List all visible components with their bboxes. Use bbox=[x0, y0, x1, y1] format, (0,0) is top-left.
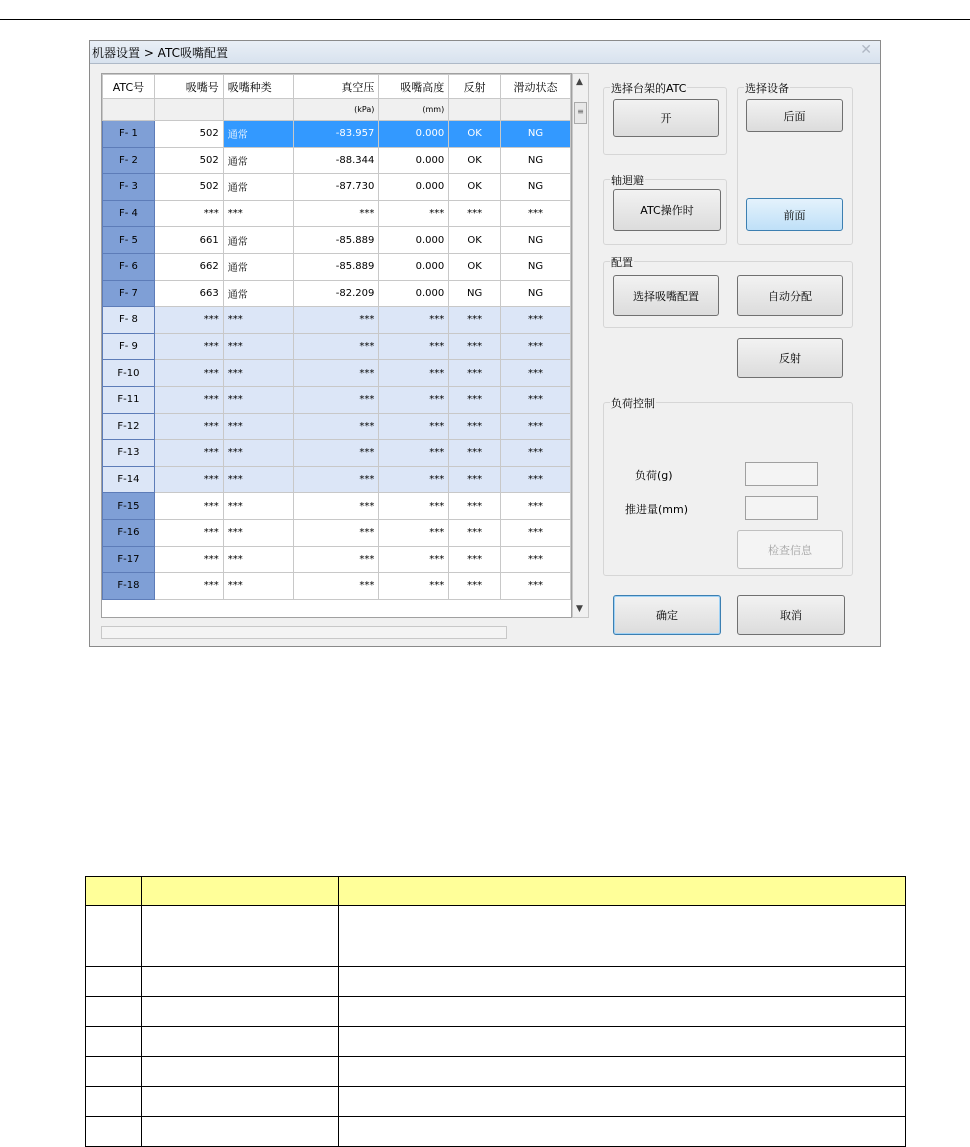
scroll-up-arrow-icon[interactable]: ▲ bbox=[576, 77, 583, 87]
atc-cell[interactable]: F-13 bbox=[103, 440, 155, 467]
slide-cell[interactable]: *** bbox=[501, 307, 571, 334]
reflect-cell[interactable]: *** bbox=[449, 386, 501, 413]
height-cell[interactable]: *** bbox=[379, 573, 449, 600]
blank-cell bbox=[86, 967, 142, 997]
slide-cell[interactable]: NG bbox=[501, 174, 571, 201]
blank-cell bbox=[339, 1027, 906, 1057]
table-row[interactable] bbox=[103, 280, 571, 307]
table-row[interactable] bbox=[103, 493, 571, 520]
ok-button[interactable]: 确定 bbox=[613, 595, 721, 635]
nozzle-no-cell[interactable]: *** bbox=[154, 466, 223, 493]
table-row[interactable] bbox=[103, 307, 571, 334]
col-header-vacuum[interactable]: 真空压 bbox=[293, 75, 379, 99]
atc-nozzle-config-dialog bbox=[89, 40, 881, 647]
nozzle-no-cell[interactable]: *** bbox=[154, 386, 223, 413]
unit-vacuum: (kPa) bbox=[293, 99, 379, 121]
nozzle-type-cell[interactable]: 通常 bbox=[223, 253, 293, 280]
blank-cell bbox=[339, 967, 906, 997]
col-header-atc[interactable]: ATC号 bbox=[103, 75, 155, 99]
nozzle-no-cell[interactable]: *** bbox=[154, 573, 223, 600]
vacuum-cell[interactable]: *** bbox=[293, 466, 379, 493]
height-cell[interactable]: 0.000 bbox=[379, 280, 449, 307]
reflect-cell[interactable]: *** bbox=[449, 360, 501, 387]
table-row[interactable] bbox=[103, 573, 571, 600]
vacuum-cell[interactable]: *** bbox=[293, 573, 379, 600]
page-top-rule bbox=[0, 19, 970, 20]
unit-cell bbox=[103, 99, 155, 121]
blank-cell bbox=[86, 997, 142, 1027]
nozzle-no-cell[interactable]: 663 bbox=[154, 280, 223, 307]
title-bar bbox=[90, 41, 880, 64]
nozzle-no-cell[interactable]: *** bbox=[154, 493, 223, 520]
atc-cell[interactable]: F-15 bbox=[103, 493, 155, 520]
atc-cell[interactable]: F-14 bbox=[103, 466, 155, 493]
nozzle-type-cell[interactable]: *** bbox=[223, 573, 293, 600]
reflect-cell[interactable]: OK bbox=[449, 147, 501, 174]
height-cell[interactable]: *** bbox=[379, 360, 449, 387]
reflect-cell[interactable]: *** bbox=[449, 466, 501, 493]
unit-cell bbox=[223, 99, 293, 121]
blank-cell bbox=[142, 1027, 339, 1057]
nozzle-type-cell[interactable]: 通常 bbox=[223, 227, 293, 254]
blank-header-cell bbox=[86, 877, 142, 906]
height-cell[interactable]: *** bbox=[379, 546, 449, 573]
scroll-thumb[interactable]: ≡ bbox=[574, 102, 587, 124]
blank-header-cell bbox=[142, 877, 339, 906]
height-cell[interactable]: 0.000 bbox=[379, 227, 449, 254]
height-cell[interactable]: *** bbox=[379, 413, 449, 440]
vacuum-cell[interactable]: -85.889 bbox=[293, 227, 379, 254]
vacuum-cell[interactable]: *** bbox=[293, 440, 379, 467]
reflect-cell[interactable]: *** bbox=[449, 519, 501, 546]
open-button[interactable]: 开 bbox=[613, 99, 719, 137]
nozzle-no-cell[interactable]: *** bbox=[154, 333, 223, 360]
table-row[interactable] bbox=[103, 519, 571, 546]
slide-cell[interactable]: *** bbox=[501, 200, 571, 227]
table-row[interactable] bbox=[103, 253, 571, 280]
table-row[interactable] bbox=[103, 546, 571, 573]
rear-button[interactable]: 后面 bbox=[746, 99, 843, 132]
nozzle-type-cell[interactable]: *** bbox=[223, 493, 293, 520]
check-info-button[interactable]: 检查信息 bbox=[737, 530, 843, 569]
nozzle-type-cell[interactable]: 通常 bbox=[223, 147, 293, 174]
slide-cell[interactable]: NG bbox=[501, 280, 571, 307]
blank-description-table bbox=[85, 876, 906, 1147]
nozzle-type-cell[interactable]: *** bbox=[223, 519, 293, 546]
blank-cell bbox=[142, 1117, 339, 1147]
slide-cell[interactable]: *** bbox=[501, 466, 571, 493]
axis-avoid-label: 轴迴避 bbox=[611, 174, 644, 187]
blank-cell bbox=[142, 967, 339, 997]
table-row[interactable] bbox=[103, 147, 571, 174]
atc-cell[interactable]: F-16 bbox=[103, 519, 155, 546]
table-row[interactable] bbox=[103, 333, 571, 360]
table-row[interactable] bbox=[103, 360, 571, 387]
unit-height: (mm) bbox=[379, 99, 449, 121]
height-cell[interactable]: 0.000 bbox=[379, 147, 449, 174]
height-cell[interactable]: *** bbox=[379, 466, 449, 493]
nozzle-type-cell[interactable]: *** bbox=[223, 360, 293, 387]
vacuum-cell[interactable]: *** bbox=[293, 413, 379, 440]
blank-cell bbox=[142, 997, 339, 1027]
height-cell[interactable]: *** bbox=[379, 307, 449, 334]
col-header-nozzle-type[interactable]: 吸嘴种类 bbox=[223, 75, 293, 99]
vacuum-cell[interactable]: -82.209 bbox=[293, 280, 379, 307]
atc-cell[interactable]: F- 8 bbox=[103, 307, 155, 334]
grid-horizontal-scrollbar[interactable] bbox=[101, 626, 507, 639]
col-header-nozzle-no[interactable]: 吸嘴号 bbox=[154, 75, 223, 99]
front-button[interactable]: 前面 bbox=[746, 198, 843, 231]
nozzle-type-cell[interactable]: *** bbox=[223, 413, 293, 440]
vacuum-cell[interactable]: -87.730 bbox=[293, 174, 379, 201]
reflect-cell[interactable]: *** bbox=[449, 493, 501, 520]
reflect-cell[interactable]: OK bbox=[449, 227, 501, 254]
nozzle-no-cell[interactable]: *** bbox=[154, 200, 223, 227]
table-row[interactable] bbox=[103, 466, 571, 493]
vacuum-cell[interactable]: *** bbox=[293, 519, 379, 546]
atc-cell[interactable]: F- 1 bbox=[103, 121, 155, 148]
col-header-reflect[interactable]: 反射 bbox=[449, 75, 501, 99]
blank-cell bbox=[86, 1087, 142, 1117]
blank-cell bbox=[86, 1057, 142, 1087]
table-row[interactable] bbox=[103, 227, 571, 254]
push-field[interactable] bbox=[745, 496, 818, 520]
unit-cell bbox=[154, 99, 223, 121]
reflect-cell[interactable]: *** bbox=[449, 440, 501, 467]
reflect-button[interactable]: 反射 bbox=[737, 338, 843, 378]
vacuum-cell[interactable]: -88.344 bbox=[293, 147, 379, 174]
nozzle-type-cell[interactable]: *** bbox=[223, 466, 293, 493]
push-label: 推进量(mm) bbox=[625, 503, 689, 516]
blank-header-cell bbox=[339, 877, 906, 906]
vacuum-cell[interactable]: -85.889 bbox=[293, 253, 379, 280]
height-cell[interactable]: 0.000 bbox=[379, 121, 449, 148]
nozzle-type-cell[interactable]: *** bbox=[223, 440, 293, 467]
load-field[interactable] bbox=[745, 462, 818, 486]
nozzle-type-cell[interactable]: *** bbox=[223, 200, 293, 227]
nozzle-no-cell[interactable]: *** bbox=[154, 546, 223, 573]
slide-cell[interactable]: *** bbox=[501, 360, 571, 387]
reflect-cell[interactable]: *** bbox=[449, 307, 501, 334]
nozzle-no-cell[interactable]: *** bbox=[154, 307, 223, 334]
table-row[interactable] bbox=[103, 174, 571, 201]
atc-operation-button[interactable]: ATC操作时 bbox=[613, 189, 721, 231]
select-device-label: 选择设备 bbox=[745, 82, 789, 95]
nozzle-no-cell[interactable]: 662 bbox=[154, 253, 223, 280]
nozzle-no-cell[interactable]: 502 bbox=[154, 121, 223, 148]
nozzle-type-cell[interactable]: *** bbox=[223, 333, 293, 360]
vacuum-cell[interactable]: *** bbox=[293, 546, 379, 573]
close-icon[interactable]: ✕ bbox=[860, 42, 872, 58]
vacuum-cell[interactable]: *** bbox=[293, 200, 379, 227]
reflect-cell[interactable]: OK bbox=[449, 121, 501, 148]
scroll-down-arrow-icon[interactable]: ▼ bbox=[576, 604, 583, 614]
height-cell[interactable]: 0.000 bbox=[379, 174, 449, 201]
blank-cell bbox=[142, 1057, 339, 1087]
grid-vertical-scrollbar[interactable] bbox=[572, 73, 589, 618]
unit-cell bbox=[449, 99, 501, 121]
auto-assign-button[interactable]: 自动分配 bbox=[737, 275, 843, 316]
blank-table-row bbox=[86, 997, 906, 1027]
select-rack-atc-label: 选择台架的ATC bbox=[611, 82, 687, 95]
height-cell[interactable]: 0.000 bbox=[379, 253, 449, 280]
slide-cell[interactable]: NG bbox=[501, 253, 571, 280]
atc-cell[interactable]: F- 6 bbox=[103, 253, 155, 280]
slide-cell[interactable]: *** bbox=[501, 546, 571, 573]
nozzle-no-cell[interactable]: 661 bbox=[154, 227, 223, 254]
grid-unit-row bbox=[103, 99, 571, 121]
slide-cell[interactable]: *** bbox=[501, 413, 571, 440]
blank-cell bbox=[86, 1117, 142, 1147]
atc-cell[interactable]: F-10 bbox=[103, 360, 155, 387]
atc-cell[interactable]: F-17 bbox=[103, 546, 155, 573]
vacuum-cell[interactable]: -83.957 bbox=[293, 121, 379, 148]
nozzle-grid[interactable] bbox=[101, 73, 572, 618]
slide-cell[interactable]: NG bbox=[501, 147, 571, 174]
blank-cell bbox=[339, 1117, 906, 1147]
nozzle-no-cell[interactable]: *** bbox=[154, 519, 223, 546]
blank-cell bbox=[339, 997, 906, 1027]
blank-table-row bbox=[86, 1087, 906, 1117]
atc-cell[interactable]: F-11 bbox=[103, 386, 155, 413]
config-label: 配置 bbox=[611, 256, 633, 269]
col-header-slide[interactable]: 滑动状态 bbox=[501, 75, 571, 99]
blank-table-row bbox=[86, 967, 906, 997]
blank-cell bbox=[142, 906, 339, 967]
blank-table-row bbox=[86, 906, 906, 967]
blank-table-header-row bbox=[86, 877, 906, 906]
reflect-cell[interactable]: *** bbox=[449, 413, 501, 440]
height-cell[interactable]: *** bbox=[379, 386, 449, 413]
table-row[interactable] bbox=[103, 440, 571, 467]
nozzle-table bbox=[102, 74, 571, 600]
table-row[interactable] bbox=[103, 121, 571, 148]
nozzle-no-cell[interactable]: 502 bbox=[154, 174, 223, 201]
blank-table-row bbox=[86, 1057, 906, 1087]
slide-cell[interactable]: *** bbox=[501, 519, 571, 546]
table-row[interactable] bbox=[103, 200, 571, 227]
nozzle-type-cell[interactable]: 通常 bbox=[223, 121, 293, 148]
nozzle-type-cell[interactable]: 通常 bbox=[223, 174, 293, 201]
vacuum-cell[interactable]: *** bbox=[293, 493, 379, 520]
slide-cell[interactable]: *** bbox=[501, 440, 571, 467]
vacuum-cell[interactable]: *** bbox=[293, 360, 379, 387]
load-control-label: 负荷控制 bbox=[611, 397, 655, 410]
atc-cell[interactable]: F- 4 bbox=[103, 200, 155, 227]
cancel-button[interactable]: 取消 bbox=[737, 595, 845, 635]
height-cell[interactable]: *** bbox=[379, 333, 449, 360]
slide-cell[interactable]: *** bbox=[501, 386, 571, 413]
atc-cell[interactable]: F- 9 bbox=[103, 333, 155, 360]
atc-cell[interactable]: F-12 bbox=[103, 413, 155, 440]
select-nozzle-config-button[interactable]: 选择吸嘴配置 bbox=[613, 275, 719, 316]
window-title: 机器设置 > ATC吸嘴配置 bbox=[92, 46, 228, 60]
unit-cell bbox=[501, 99, 571, 121]
grid-header-row bbox=[103, 75, 571, 99]
reflect-cell[interactable]: OK bbox=[449, 253, 501, 280]
reflect-cell[interactable]: *** bbox=[449, 573, 501, 600]
reflect-cell[interactable]: *** bbox=[449, 546, 501, 573]
slide-cell[interactable]: NG bbox=[501, 121, 571, 148]
height-cell[interactable]: *** bbox=[379, 519, 449, 546]
nozzle-type-cell[interactable]: 通常 bbox=[223, 280, 293, 307]
blank-table-row bbox=[86, 1027, 906, 1057]
atc-cell[interactable]: F- 2 bbox=[103, 147, 155, 174]
vacuum-cell[interactable]: *** bbox=[293, 307, 379, 334]
blank-cell bbox=[339, 1087, 906, 1117]
blank-cell bbox=[339, 906, 906, 967]
blank-cell bbox=[86, 906, 142, 967]
blank-cell bbox=[142, 1087, 339, 1117]
reflect-cell[interactable]: OK bbox=[449, 174, 501, 201]
nozzle-type-cell[interactable]: *** bbox=[223, 386, 293, 413]
nozzle-no-cell[interactable]: 502 bbox=[154, 147, 223, 174]
table-row[interactable] bbox=[103, 413, 571, 440]
slide-cell[interactable]: NG bbox=[501, 227, 571, 254]
reflect-cell[interactable]: NG bbox=[449, 280, 501, 307]
nozzle-no-cell[interactable]: *** bbox=[154, 413, 223, 440]
vacuum-cell[interactable]: *** bbox=[293, 386, 379, 413]
blank-table-row bbox=[86, 1117, 906, 1147]
slide-cell[interactable]: *** bbox=[501, 493, 571, 520]
table-row[interactable] bbox=[103, 386, 571, 413]
reflect-cell[interactable]: *** bbox=[449, 200, 501, 227]
atc-cell[interactable]: F- 7 bbox=[103, 280, 155, 307]
vacuum-cell[interactable]: *** bbox=[293, 333, 379, 360]
col-header-height[interactable]: 吸嘴高度 bbox=[379, 75, 449, 99]
load-label: 负荷(g) bbox=[635, 469, 673, 482]
nozzle-type-cell[interactable]: *** bbox=[223, 546, 293, 573]
atc-cell[interactable]: F- 3 bbox=[103, 174, 155, 201]
height-cell[interactable]: *** bbox=[379, 493, 449, 520]
blank-cell bbox=[86, 1027, 142, 1057]
blank-cell bbox=[339, 1057, 906, 1087]
slide-cell[interactable]: *** bbox=[501, 573, 571, 600]
height-cell[interactable]: *** bbox=[379, 440, 449, 467]
nozzle-no-cell[interactable]: *** bbox=[154, 360, 223, 387]
height-cell[interactable]: *** bbox=[379, 200, 449, 227]
atc-cell[interactable]: F- 5 bbox=[103, 227, 155, 254]
nozzle-no-cell[interactable]: *** bbox=[154, 440, 223, 467]
slide-cell[interactable]: *** bbox=[501, 333, 571, 360]
reflect-cell[interactable]: *** bbox=[449, 333, 501, 360]
nozzle-type-cell[interactable]: *** bbox=[223, 307, 293, 334]
atc-cell[interactable]: F-18 bbox=[103, 573, 155, 600]
